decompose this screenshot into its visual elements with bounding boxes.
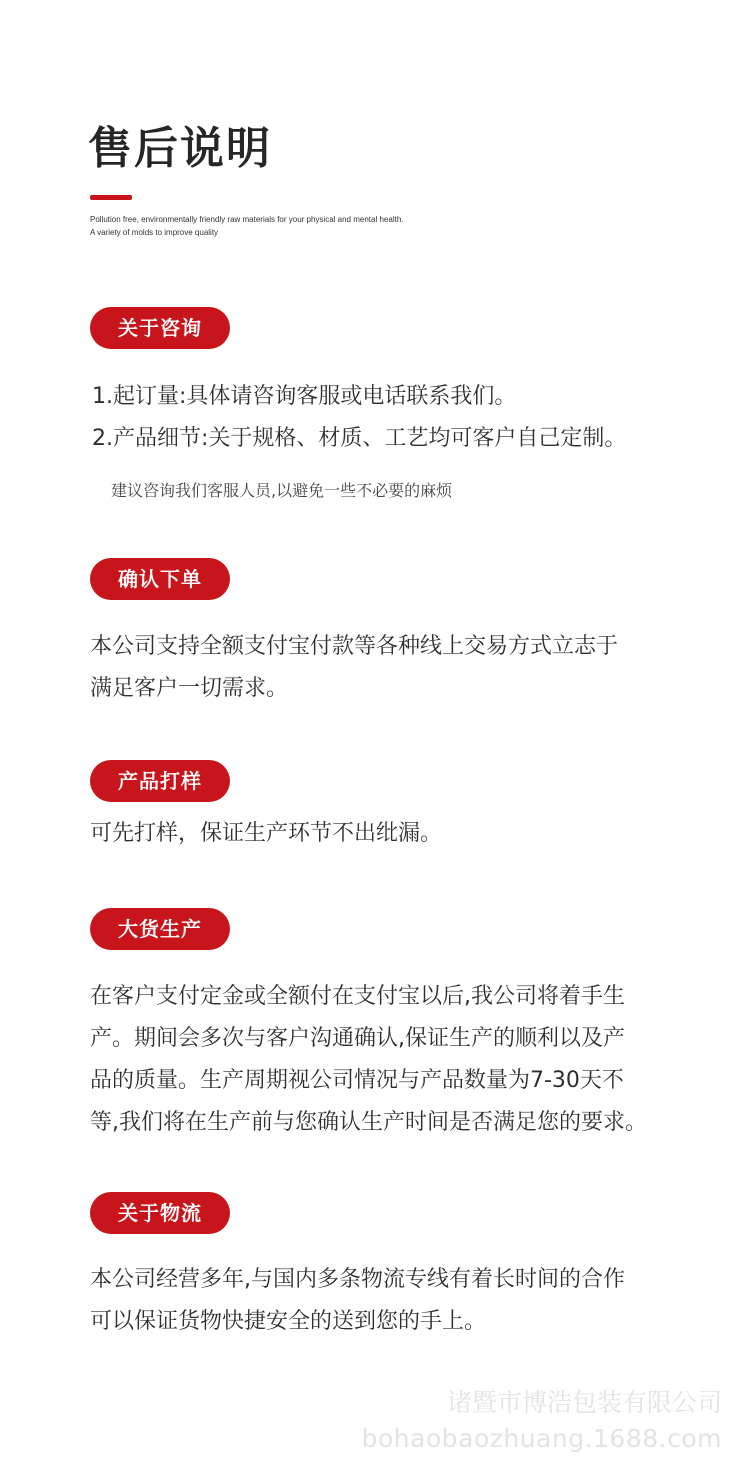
section-badge-consult: 关于咨询 — [90, 307, 230, 349]
watermark-company: 诸暨市博浩包装有限公司 — [446, 1388, 722, 1417]
section-badge-production: 大货生产 — [90, 908, 230, 950]
text-line: 品的质量。生产周期视公司情况与产品数量为7-30天不 — [90, 1068, 624, 1093]
text-line: 等,我们将在生产前与您确认生产时间是否满足您的要求。 — [90, 1110, 647, 1135]
text-line: 本公司经营多年,与国内多条物流专线有着长时间的合作 — [90, 1267, 625, 1292]
subtitle-line: A variety of molds to improve quality — [90, 228, 219, 237]
section-badge-order: 确认下单 — [90, 558, 230, 600]
section-text-production — [90, 976, 647, 1144]
section-text-logistics — [90, 1259, 625, 1343]
section-text-order — [90, 626, 618, 710]
text-line: 可先打样，保证生产环节不出纰漏。 — [90, 821, 443, 846]
title-accent-bar — [90, 195, 132, 200]
text-line: 可以保证货物快捷安全的送到您的手上。 — [90, 1309, 487, 1334]
section-note-consult: 建议咨询我们客服人员,以避免一些不必要的麻烦 — [111, 481, 453, 500]
section-badge-logistics: 关于物流 — [90, 1192, 230, 1234]
text-line: 2.产品细节:关于规格、材质、工艺均可客户自己定制。 — [92, 426, 627, 451]
subtitle-line: Pollution free, environmentally friendly raw materials for your physical and mental health. — [90, 215, 404, 224]
section-text-consult — [92, 376, 626, 460]
watermark-url: bohaobaozhuang.1688.com — [361, 1424, 722, 1453]
subtitle — [90, 213, 403, 239]
text-line: 本公司支持全额支付宝付款等各种线上交易方式立志于 — [90, 634, 619, 659]
section-badge-sample: 产品打样 — [90, 760, 230, 802]
text-line: 1.起订量:具体请咨询客服或电话联系我们。 — [92, 384, 517, 409]
section-text-sample — [90, 813, 442, 855]
page-title: 售后说明 — [88, 123, 272, 174]
text-line: 满足客户一切需求。 — [90, 676, 289, 701]
text-line: 在客户支付定金或全额付在支付宝以后,我公司将着手生 — [90, 984, 625, 1009]
text-line: 产。期间会多次与客户沟通确认,保证生产的顺利以及产 — [90, 1026, 625, 1051]
